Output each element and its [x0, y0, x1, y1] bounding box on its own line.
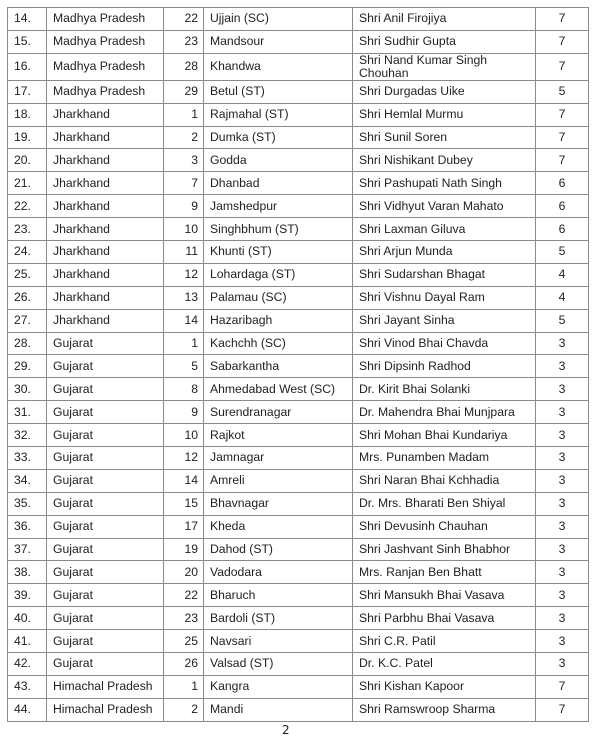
member-name-cell: Dr. Mahendra Bhai Munjpara: [353, 401, 536, 424]
constituency-number-cell: 23: [164, 30, 204, 53]
constituency-cell: Jamshedpur: [204, 195, 353, 218]
serial-number-cell: 19.: [8, 126, 47, 149]
constituency-number-cell: 26: [164, 653, 204, 676]
serial-number-cell: 18.: [8, 103, 47, 126]
serial-number-cell: 22.: [8, 195, 47, 218]
serial-number-cell: 43.: [8, 675, 47, 698]
value-cell: 3: [536, 332, 589, 355]
constituency-number-cell: 29: [164, 80, 204, 103]
state-cell: Madhya Pradesh: [47, 30, 164, 53]
member-name-cell: Shri Parbhu Bhai Vasava: [353, 607, 536, 630]
table-row: [8, 538, 589, 561]
constituency-number-cell: 12: [164, 447, 204, 470]
member-name-cell: Dr. Kirit Bhai Solanki: [353, 378, 536, 401]
table-row: [8, 675, 589, 698]
value-cell: 7: [536, 698, 589, 721]
serial-number-cell: 14.: [8, 8, 47, 31]
serial-number-cell: 24.: [8, 241, 47, 264]
value-cell: 7: [536, 126, 589, 149]
value-cell: 3: [536, 401, 589, 424]
state-cell: Gujarat: [47, 607, 164, 630]
state-cell: Himachal Pradesh: [47, 698, 164, 721]
state-cell: Gujarat: [47, 378, 164, 401]
serial-number-cell: 27.: [8, 309, 47, 332]
constituency-cell: Mandsour: [204, 30, 353, 53]
constituency-number-cell: 7: [164, 172, 204, 195]
constituency-number-cell: 19: [164, 538, 204, 561]
table-row: [8, 515, 589, 538]
constituency-number-cell: 22: [164, 8, 204, 31]
serial-number-cell: 31.: [8, 401, 47, 424]
constituency-cell: Kheda: [204, 515, 353, 538]
serial-number-cell: 34.: [8, 469, 47, 492]
value-cell: 5: [536, 309, 589, 332]
state-cell: Gujarat: [47, 424, 164, 447]
constituency-number-cell: 5: [164, 355, 204, 378]
state-cell: Jharkhand: [47, 149, 164, 172]
table-row: [8, 469, 589, 492]
state-cell: Jharkhand: [47, 218, 164, 241]
table-row: [8, 53, 589, 80]
constituency-cell: Khunti (ST): [204, 241, 353, 264]
constituency-number-cell: 9: [164, 195, 204, 218]
state-cell: Gujarat: [47, 332, 164, 355]
constituency-cell: Dhanbad: [204, 172, 353, 195]
member-name-cell: Shri Naran Bhai Kchhadia: [353, 469, 536, 492]
constituency-cell: Navsari: [204, 630, 353, 653]
value-cell: 6: [536, 195, 589, 218]
constituency-cell: Bharuch: [204, 584, 353, 607]
value-cell: 7: [536, 103, 589, 126]
table-row: [8, 355, 589, 378]
constituency-number-cell: 8: [164, 378, 204, 401]
table-row: [8, 309, 589, 332]
value-cell: 3: [536, 355, 589, 378]
constituency-cell: Surendranagar: [204, 401, 353, 424]
table-row: [8, 447, 589, 470]
constituency-number-cell: 28: [164, 53, 204, 80]
value-cell: 7: [536, 675, 589, 698]
value-cell: 4: [536, 286, 589, 309]
serial-number-cell: 35.: [8, 492, 47, 515]
table-row: [8, 195, 589, 218]
table-row: [8, 30, 589, 53]
constituency-number-cell: 15: [164, 492, 204, 515]
constituency-number-cell: 9: [164, 401, 204, 424]
constituency-number-cell: 2: [164, 126, 204, 149]
table-row: [8, 584, 589, 607]
member-name-cell: Shri Nand Kumar Singh Chouhan: [353, 53, 536, 80]
constituency-cell: Ujjain (SC): [204, 8, 353, 31]
constituency-cell: Betul (ST): [204, 80, 353, 103]
member-name-cell: Shri Vishnu Dayal Ram: [353, 286, 536, 309]
constituency-cell: Kachchh (SC): [204, 332, 353, 355]
member-name-cell: Shri Kishan Kapoor: [353, 675, 536, 698]
serial-number-cell: 30.: [8, 378, 47, 401]
member-name-cell: Shri Mansukh Bhai Vasava: [353, 584, 536, 607]
table-row: [8, 424, 589, 447]
member-name-cell: Shri Hemlal Murmu: [353, 103, 536, 126]
state-cell: Gujarat: [47, 561, 164, 584]
serial-number-cell: 20.: [8, 149, 47, 172]
member-name-cell: Shri Dipsinh Radhod: [353, 355, 536, 378]
table-row: [8, 80, 589, 103]
state-cell: Gujarat: [47, 584, 164, 607]
constituency-number-cell: 2: [164, 698, 204, 721]
member-name-cell: Shri Devusinh Chauhan: [353, 515, 536, 538]
table-row: [8, 172, 589, 195]
constituency-cell: Lohardaga (ST): [204, 263, 353, 286]
serial-number-cell: 41.: [8, 630, 47, 653]
value-cell: 7: [536, 30, 589, 53]
state-cell: Gujarat: [47, 653, 164, 676]
value-cell: 7: [536, 53, 589, 80]
serial-number-cell: 15.: [8, 30, 47, 53]
serial-number-cell: 28.: [8, 332, 47, 355]
member-name-cell: Shri Nishikant Dubey: [353, 149, 536, 172]
state-cell: Jharkhand: [47, 241, 164, 264]
member-name-cell: Shri C.R. Patil: [353, 630, 536, 653]
value-cell: 3: [536, 607, 589, 630]
table-row: [8, 332, 589, 355]
serial-number-cell: 25.: [8, 263, 47, 286]
constituency-number-cell: 25: [164, 630, 204, 653]
constituency-cell: Dumka (ST): [204, 126, 353, 149]
serial-number-cell: 42.: [8, 653, 47, 676]
member-name-cell: Shri Vidhyut Varan Mahato: [353, 195, 536, 218]
table-row: [8, 263, 589, 286]
constituency-cell: Hazaribagh: [204, 309, 353, 332]
table-row: [8, 286, 589, 309]
state-cell: Madhya Pradesh: [47, 8, 164, 31]
state-cell: Himachal Pradesh: [47, 675, 164, 698]
constituency-cell: Rajmahal (ST): [204, 103, 353, 126]
constituency-cell: Jamnagar: [204, 447, 353, 470]
table-body: [8, 8, 589, 722]
constituency-cell: Bhavnagar: [204, 492, 353, 515]
table-row: [8, 630, 589, 653]
constituency-number-cell: 13: [164, 286, 204, 309]
value-cell: 3: [536, 561, 589, 584]
table-row: [8, 218, 589, 241]
page-number: 2: [282, 723, 290, 737]
constituency-number-cell: 11: [164, 241, 204, 264]
constituency-number-cell: 10: [164, 218, 204, 241]
state-cell: Jharkhand: [47, 172, 164, 195]
state-cell: Gujarat: [47, 492, 164, 515]
constituency-cell: Singhbhum (ST): [204, 218, 353, 241]
table-row: [8, 698, 589, 721]
state-cell: Jharkhand: [47, 126, 164, 149]
value-cell: 3: [536, 515, 589, 538]
value-cell: 4: [536, 263, 589, 286]
value-cell: 6: [536, 172, 589, 195]
constituency-cell: Mandi: [204, 698, 353, 721]
serial-number-cell: 36.: [8, 515, 47, 538]
state-cell: Gujarat: [47, 355, 164, 378]
serial-number-cell: 23.: [8, 218, 47, 241]
table-row: [8, 149, 589, 172]
members-table: [7, 7, 589, 722]
serial-number-cell: 26.: [8, 286, 47, 309]
constituency-cell: Amreli: [204, 469, 353, 492]
table-row: [8, 8, 589, 31]
state-cell: Gujarat: [47, 469, 164, 492]
value-cell: 3: [536, 469, 589, 492]
value-cell: 3: [536, 538, 589, 561]
table-row: [8, 378, 589, 401]
value-cell: 7: [536, 149, 589, 172]
constituency-number-cell: 1: [164, 332, 204, 355]
member-name-cell: Shri Pashupati Nath Singh: [353, 172, 536, 195]
member-name-cell: Shri Sudarshan Bhagat: [353, 263, 536, 286]
member-name-cell: Shri Durgadas Uike: [353, 80, 536, 103]
constituency-number-cell: 22: [164, 584, 204, 607]
table-row: [8, 103, 589, 126]
table-row: [8, 561, 589, 584]
constituency-cell: Sabarkantha: [204, 355, 353, 378]
constituency-number-cell: 23: [164, 607, 204, 630]
member-name-cell: Mrs. Ranjan Ben Bhatt: [353, 561, 536, 584]
member-name-cell: Shri Laxman Giluva: [353, 218, 536, 241]
value-cell: 3: [536, 424, 589, 447]
member-name-cell: Shri Jashvant Sinh Bhabhor: [353, 538, 536, 561]
member-name-cell: Shri Jayant Sinha: [353, 309, 536, 332]
member-name-cell: Shri Mohan Bhai Kundariya: [353, 424, 536, 447]
table-row: [8, 401, 589, 424]
state-cell: Gujarat: [47, 630, 164, 653]
value-cell: 7: [536, 8, 589, 31]
constituency-cell: Palamau (SC): [204, 286, 353, 309]
member-name-cell: Shri Sunil Soren: [353, 126, 536, 149]
member-name-cell: Shri Ramswroop Sharma: [353, 698, 536, 721]
serial-number-cell: 44.: [8, 698, 47, 721]
constituency-number-cell: 10: [164, 424, 204, 447]
constituency-cell: Vadodara: [204, 561, 353, 584]
constituency-number-cell: 20: [164, 561, 204, 584]
state-cell: Jharkhand: [47, 103, 164, 126]
constituency-number-cell: 12: [164, 263, 204, 286]
constituency-cell: Dahod (ST): [204, 538, 353, 561]
value-cell: 3: [536, 492, 589, 515]
state-cell: Gujarat: [47, 515, 164, 538]
serial-number-cell: 32.: [8, 424, 47, 447]
member-name-cell: Shri Sudhir Gupta: [353, 30, 536, 53]
serial-number-cell: 37.: [8, 538, 47, 561]
member-name-cell: Shri Arjun Munda: [353, 241, 536, 264]
state-cell: Jharkhand: [47, 309, 164, 332]
member-name-cell: Mrs. Punamben Madam: [353, 447, 536, 470]
constituency-cell: Ahmedabad West (SC): [204, 378, 353, 401]
table-row: [8, 492, 589, 515]
state-cell: Madhya Pradesh: [47, 80, 164, 103]
serial-number-cell: 39.: [8, 584, 47, 607]
serial-number-cell: 17.: [8, 80, 47, 103]
value-cell: 6: [536, 218, 589, 241]
table-row: [8, 653, 589, 676]
constituency-cell: Kangra: [204, 675, 353, 698]
state-cell: Jharkhand: [47, 263, 164, 286]
state-cell: Jharkhand: [47, 195, 164, 218]
constituency-cell: Khandwa: [204, 53, 353, 80]
member-name-cell: Shri Anil Firojiya: [353, 8, 536, 31]
constituency-number-cell: 17: [164, 515, 204, 538]
serial-number-cell: 38.: [8, 561, 47, 584]
member-name-cell: Shri Vinod Bhai Chavda: [353, 332, 536, 355]
table-row: [8, 241, 589, 264]
constituency-cell: Valsad (ST): [204, 653, 353, 676]
member-name-cell: Dr. Mrs. Bharati Ben Shiyal: [353, 492, 536, 515]
value-cell: 3: [536, 584, 589, 607]
value-cell: 3: [536, 378, 589, 401]
state-cell: Madhya Pradesh: [47, 53, 164, 80]
constituency-number-cell: 14: [164, 309, 204, 332]
value-cell: 3: [536, 630, 589, 653]
serial-number-cell: 33.: [8, 447, 47, 470]
state-cell: Gujarat: [47, 538, 164, 561]
constituency-number-cell: 1: [164, 675, 204, 698]
value-cell: 5: [536, 80, 589, 103]
value-cell: 3: [536, 653, 589, 676]
value-cell: 3: [536, 447, 589, 470]
state-cell: Gujarat: [47, 447, 164, 470]
constituency-number-cell: 14: [164, 469, 204, 492]
constituency-cell: Godda: [204, 149, 353, 172]
constituency-number-cell: 3: [164, 149, 204, 172]
constituency-number-cell: 1: [164, 103, 204, 126]
constituency-cell: Bardoli (ST): [204, 607, 353, 630]
state-cell: Jharkhand: [47, 286, 164, 309]
serial-number-cell: 16.: [8, 53, 47, 80]
serial-number-cell: 21.: [8, 172, 47, 195]
member-name-cell: Dr. K.C. Patel: [353, 653, 536, 676]
constituency-cell: Rajkot: [204, 424, 353, 447]
serial-number-cell: 40.: [8, 607, 47, 630]
table-row: [8, 126, 589, 149]
value-cell: 5: [536, 241, 589, 264]
state-cell: Gujarat: [47, 401, 164, 424]
serial-number-cell: 29.: [8, 355, 47, 378]
table-row: [8, 607, 589, 630]
